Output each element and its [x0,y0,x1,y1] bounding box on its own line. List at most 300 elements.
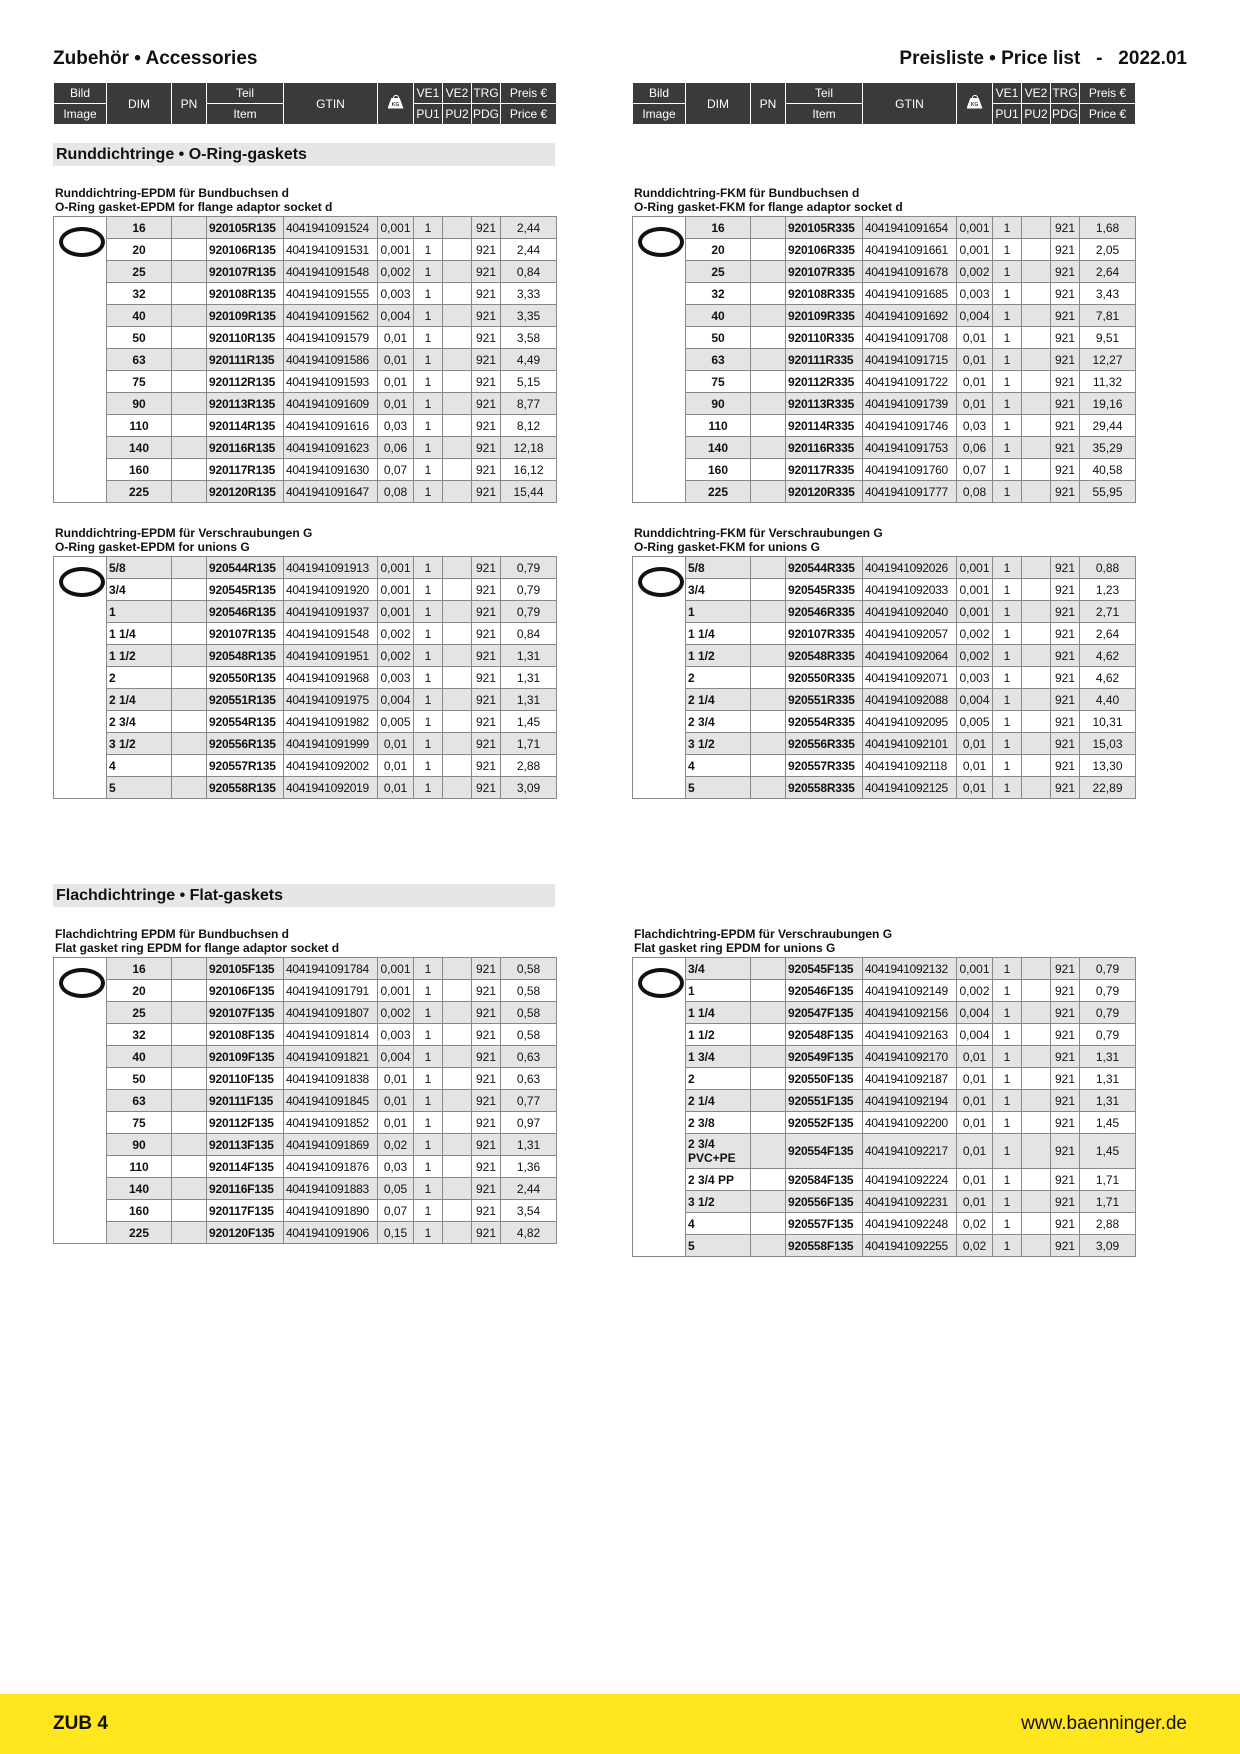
table-row[interactable] [54,459,557,481]
gtin-cell: 4041941092132 [863,958,957,980]
col-gtin: GTIN [863,83,957,125]
table-row[interactable] [54,481,557,503]
gtin-cell: 4041941091951 [284,645,378,667]
section-title-flat: Flachdichtringe • Flat-gaskets [53,884,555,907]
ve1-cell: 1 [993,579,1022,601]
ve2-cell [1022,481,1051,503]
table-row[interactable] [54,1002,557,1024]
trg-cell: 921 [472,777,501,799]
table-row[interactable] [54,579,557,601]
table-row[interactable] [54,239,557,261]
ve1-cell: 1 [993,711,1022,733]
ve1-cell: 1 [414,1068,443,1090]
col-weight [957,83,993,125]
dim-cell: 40 [107,1046,172,1068]
ve1-cell: 1 [993,217,1022,239]
table-row[interactable] [54,1046,557,1068]
table-row[interactable] [54,1112,557,1134]
ve1-cell: 1 [414,1090,443,1112]
price-cell: 1,31 [501,645,557,667]
item-number: 920546R335 [786,601,863,623]
pn-cell [751,1002,786,1024]
ve2-cell [443,755,472,777]
table-row[interactable] [54,305,557,327]
ve2-cell [443,1068,472,1090]
item-number: 920109F135 [207,1046,284,1068]
ve1-cell: 1 [414,557,443,579]
table-row[interactable] [54,623,557,645]
dim-cell: 2 1/4 [686,689,751,711]
weight-cell: 0,06 [378,437,414,459]
table-row[interactable] [633,1112,1136,1134]
gtin-cell: 4041941091548 [284,261,378,283]
table-row[interactable] [633,1024,1136,1046]
gtin-cell: 4041941092224 [863,1169,957,1191]
price-cell: 1,68 [1080,217,1136,239]
table-row[interactable] [633,557,1136,579]
gtin-cell: 4041941091661 [863,239,957,261]
ve1-cell: 1 [414,777,443,799]
gtin-cell: 4041941091982 [284,711,378,733]
weight-cell: 0,02 [378,1134,414,1156]
item-number: 920113F135 [207,1134,284,1156]
gtin-cell: 4041941091579 [284,327,378,349]
dim-cell: 225 [107,1222,172,1244]
pn-cell [751,1169,786,1191]
table-row[interactable] [54,667,557,689]
pn-cell [172,1178,207,1200]
price-cell: 3,09 [501,777,557,799]
ve1-cell: 1 [993,481,1022,503]
ve1-cell: 1 [414,645,443,667]
pn-cell [751,689,786,711]
ve2-cell [1022,1169,1051,1191]
ve2-cell [1022,579,1051,601]
ve1-cell: 1 [993,459,1022,481]
table-row[interactable] [633,283,1136,305]
pn-cell [751,557,786,579]
ve1-cell: 1 [993,1046,1022,1068]
table-row[interactable] [633,305,1136,327]
price-cell: 1,31 [1080,1090,1136,1112]
ve1-cell: 1 [414,980,443,1002]
price-cell: 0,79 [501,579,557,601]
trg-cell: 921 [472,1024,501,1046]
dim-cell: 63 [107,1090,172,1112]
dim-cell: 90 [107,1134,172,1156]
table-row[interactable] [633,1169,1136,1191]
item-number: 920108R335 [786,283,863,305]
weight-cell: 0,07 [378,459,414,481]
item-number: 920105R135 [207,217,284,239]
dim-cell: 40 [686,305,751,327]
pn-cell [751,711,786,733]
table-row[interactable] [633,217,1136,239]
price-cell: 15,44 [501,481,557,503]
price-cell: 2,88 [1080,1213,1136,1235]
ve1-cell: 1 [993,1191,1022,1213]
gtin-cell: 4041941091906 [284,1222,378,1244]
price-table [53,957,557,1244]
dim-cell: 90 [686,393,751,415]
ve1-cell: 1 [993,755,1022,777]
table-row[interactable] [633,667,1136,689]
weight-cell: 0,001 [957,958,993,980]
table-row[interactable] [633,1235,1136,1257]
o-ring-icon [59,567,105,597]
dim-cell: 1 3/4 [686,1046,751,1068]
trg-cell: 921 [472,755,501,777]
table-row[interactable] [54,1090,557,1112]
table-row[interactable] [54,557,557,579]
table-row[interactable] [633,579,1136,601]
item-number: 920548F135 [786,1024,863,1046]
table-row[interactable] [54,349,557,371]
pn-cell [172,1002,207,1024]
table-row[interactable] [54,980,557,1002]
ve1-cell: 1 [993,349,1022,371]
table-row[interactable] [54,601,557,623]
pn-cell [172,980,207,1002]
table-block-flat-socket [53,927,556,1244]
item-number: 920120R335 [786,481,863,503]
ve2-cell [443,1156,472,1178]
dim-cell: 3/4 [107,579,172,601]
table-row[interactable] [54,711,557,733]
table-row[interactable] [633,239,1136,261]
dim-cell: 160 [107,1200,172,1222]
table-row[interactable] [633,349,1136,371]
gtin-cell: 4041941091647 [284,481,378,503]
table-row[interactable] [633,1046,1136,1068]
table-row[interactable] [633,371,1136,393]
table-row[interactable] [633,437,1136,459]
table-row[interactable] [54,958,557,980]
ve1-cell: 1 [993,980,1022,1002]
table-row[interactable] [54,415,557,437]
pn-cell [172,371,207,393]
item-number: 920111R335 [786,349,863,371]
price-cell: 2,71 [1080,601,1136,623]
ve2-cell [443,623,472,645]
table-row[interactable] [633,958,1136,980]
table-row[interactable] [633,415,1136,437]
pn-cell [172,645,207,667]
item-number: 920108F135 [207,1024,284,1046]
o-ring-icon [638,227,684,257]
item-number: 920556R135 [207,733,284,755]
price-cell: 5,15 [501,371,557,393]
trg-cell: 921 [472,1090,501,1112]
trg-cell: 921 [1051,958,1080,980]
ve2-cell [1022,645,1051,667]
pn-cell [172,415,207,437]
gtin-cell: 4041941091913 [284,557,378,579]
price-cell: 29,44 [1080,415,1136,437]
col-pn: PN [751,83,786,125]
table-row[interactable] [633,1090,1136,1112]
dim-cell: 20 [686,239,751,261]
ve1-cell: 1 [414,415,443,437]
table-row[interactable] [54,645,557,667]
gtin-cell: 4041941091548 [284,623,378,645]
trg-cell: 921 [1051,217,1080,239]
dim-cell: 4 [686,1213,751,1235]
weight-cell: 0,001 [378,980,414,1002]
ve2-cell [443,349,472,371]
footer-bar [0,1694,1240,1754]
gtin-cell: 4041941092231 [863,1191,957,1213]
dim-cell: 2 3/4 PVC+PE [686,1134,751,1169]
gtin-cell: 4041941091869 [284,1134,378,1156]
item-number: 920557R335 [786,755,863,777]
trg-cell: 921 [1051,645,1080,667]
table-row[interactable] [633,733,1136,755]
table-row[interactable] [54,437,557,459]
weight-cell: 0,003 [378,1024,414,1046]
item-number: 920106F135 [207,980,284,1002]
weight-cell: 0,001 [957,601,993,623]
table-row[interactable] [633,1213,1136,1235]
table-row[interactable] [54,283,557,305]
table-row[interactable] [633,980,1136,1002]
table-row[interactable] [633,623,1136,645]
table-row[interactable] [633,327,1136,349]
col-image: Image [54,104,107,125]
weight-cell: 0,002 [378,623,414,645]
dim-cell: 20 [107,980,172,1002]
table-row[interactable] [54,261,557,283]
ve2-cell [1022,777,1051,799]
ve1-cell: 1 [414,623,443,645]
table-row[interactable] [54,1200,557,1222]
col-pdg: PDG [1051,104,1080,125]
table-title-en: O-Ring gasket-EPDM for flange adaptor socket d [55,200,333,214]
table-row[interactable] [633,777,1136,799]
gtin-cell: 4041941092217 [863,1134,957,1169]
dim-cell: 1 1/2 [107,645,172,667]
item-number: 920549F135 [786,1046,863,1068]
ve2-cell [1022,601,1051,623]
table-row[interactable] [54,733,557,755]
table-row[interactable] [633,689,1136,711]
ve1-cell: 1 [993,601,1022,623]
weight-cell: 0,004 [957,1002,993,1024]
gtin-cell: 4041941092088 [863,689,957,711]
table-row[interactable] [633,1002,1136,1024]
item-number: 920105F135 [207,958,284,980]
table-row[interactable] [54,755,557,777]
item-number: 920554R335 [786,711,863,733]
table-row[interactable] [633,261,1136,283]
item-number: 920107R335 [786,623,863,645]
price-cell: 1,31 [1080,1046,1136,1068]
table-title-de: Runddichtring-EPDM für Verschraubungen G [55,526,313,540]
table-row[interactable] [633,393,1136,415]
item-number: 920551R135 [207,689,284,711]
weight-cell: 0,003 [957,283,993,305]
price-cell: 8,12 [501,415,557,437]
price-cell: 0,88 [1080,557,1136,579]
ve1-cell: 1 [993,1213,1022,1235]
website-link[interactable]: www.baenninger.de [1021,1713,1187,1734]
trg-cell: 921 [472,645,501,667]
ve2-cell [1022,437,1051,459]
trg-cell: 921 [472,1222,501,1244]
weight-cell: 0,01 [957,1068,993,1090]
col-trg: TRG [472,83,501,104]
ve1-cell: 1 [414,283,443,305]
col-ve1: VE1 [414,83,443,104]
ve2-cell [1022,711,1051,733]
dim-cell: 1 1/2 [686,645,751,667]
gtin-cell: 4041941091845 [284,1090,378,1112]
table-row[interactable] [633,755,1136,777]
trg-cell: 921 [1051,755,1080,777]
weight-cell: 0,001 [378,601,414,623]
gtin-cell: 4041941091760 [863,459,957,481]
dim-cell: 3 1/2 [686,733,751,755]
table-row[interactable] [54,327,557,349]
table-title-en: O-Ring gasket-EPDM for unions G [55,540,250,554]
trg-cell: 921 [1051,623,1080,645]
weight-cell: 0,01 [957,349,993,371]
item-number: 920547F135 [786,1002,863,1024]
price-cell: 2,44 [501,1178,557,1200]
pn-cell [751,1213,786,1235]
table-row[interactable] [54,1024,557,1046]
item-number: 920116F135 [207,1178,284,1200]
table-row[interactable] [633,481,1136,503]
gtin-cell: 4041941091708 [863,327,957,349]
table-row[interactable] [54,1156,557,1178]
ve1-cell: 1 [414,1002,443,1024]
pn-cell [751,239,786,261]
dim-cell: 110 [686,415,751,437]
dim-cell: 1 [107,601,172,623]
ve1-cell: 1 [993,371,1022,393]
weight-cell: 0,01 [957,327,993,349]
item-number: 920109R135 [207,305,284,327]
price-cell: 1,45 [1080,1112,1136,1134]
col-item: Item [207,104,284,125]
table-row[interactable] [54,393,557,415]
table-row[interactable] [54,371,557,393]
table-row[interactable] [633,459,1136,481]
ve2-cell [443,437,472,459]
ve2-cell [1022,1002,1051,1024]
weight-cell: 0,01 [378,755,414,777]
pn-cell [751,283,786,305]
table-title-de: Runddichtring-EPDM für Bundbuchsen d [55,186,289,200]
trg-cell: 921 [1051,1068,1080,1090]
weight-cell: 0,01 [957,1046,993,1068]
trg-cell: 921 [472,980,501,1002]
table-row[interactable] [54,1222,557,1244]
pn-cell [751,437,786,459]
dim-cell: 63 [686,349,751,371]
product-image [633,557,686,799]
table-row[interactable] [54,1134,557,1156]
price-cell: 1,45 [1080,1134,1136,1169]
weight-cell: 0,01 [378,1112,414,1134]
price-cell: 3,43 [1080,283,1136,305]
ve1-cell: 1 [993,958,1022,980]
gtin-cell: 4041941091715 [863,349,957,371]
weight-cell: 0,06 [957,437,993,459]
pn-cell [751,415,786,437]
table-row[interactable] [54,777,557,799]
price-cell: 4,62 [1080,667,1136,689]
pn-cell [172,1200,207,1222]
table-row[interactable] [633,711,1136,733]
dim-cell: 50 [686,327,751,349]
weight-cell: 0,02 [957,1213,993,1235]
ve1-cell: 1 [993,283,1022,305]
item-number: 920106R135 [207,239,284,261]
ve2-cell [443,579,472,601]
table-row[interactable] [54,217,557,239]
price-cell: 2,88 [501,755,557,777]
pn-cell [751,1046,786,1068]
pn-cell [751,667,786,689]
ve2-cell [1022,623,1051,645]
price-cell: 0,79 [501,557,557,579]
table-row[interactable] [633,1191,1136,1213]
ve2-cell [1022,415,1051,437]
table-row[interactable] [54,689,557,711]
trg-cell: 921 [1051,1235,1080,1257]
price-cell: 13,30 [1080,755,1136,777]
pn-cell [172,1222,207,1244]
ve1-cell: 1 [993,1235,1022,1257]
table-row[interactable] [54,1178,557,1200]
table-row[interactable] [54,1068,557,1090]
table-row[interactable] [633,1068,1136,1090]
table-row[interactable] [633,601,1136,623]
weight-cell: 0,001 [957,239,993,261]
ve2-cell [1022,1068,1051,1090]
col-pn: PN [172,83,207,125]
dim-cell: 1 1/4 [107,623,172,645]
dim-cell: 5 [686,1235,751,1257]
price-cell: 12,18 [501,437,557,459]
ve1-cell: 1 [414,1222,443,1244]
price-cell: 1,71 [501,733,557,755]
pn-cell [172,689,207,711]
price-cell: 55,95 [1080,481,1136,503]
table-row[interactable] [633,645,1136,667]
price-cell: 9,51 [1080,327,1136,349]
price-cell: 1,31 [501,1134,557,1156]
ve2-cell [443,601,472,623]
page-title-right: Preisliste • Price list - 2022.01 [899,48,1187,69]
gtin-cell: 4041941092170 [863,1046,957,1068]
weight-cell: 0,01 [957,393,993,415]
ve2-cell [1022,689,1051,711]
pn-cell [172,1156,207,1178]
gtin-cell: 4041941091814 [284,1024,378,1046]
item-number: 920117R335 [786,459,863,481]
trg-cell: 921 [472,1112,501,1134]
pn-cell [172,327,207,349]
table-row[interactable] [633,1134,1136,1169]
product-image [54,958,107,1244]
dim-cell: 50 [107,1068,172,1090]
price-cell: 1,71 [1080,1191,1136,1213]
gtin-cell: 4041941092149 [863,980,957,1002]
price-cell: 7,81 [1080,305,1136,327]
